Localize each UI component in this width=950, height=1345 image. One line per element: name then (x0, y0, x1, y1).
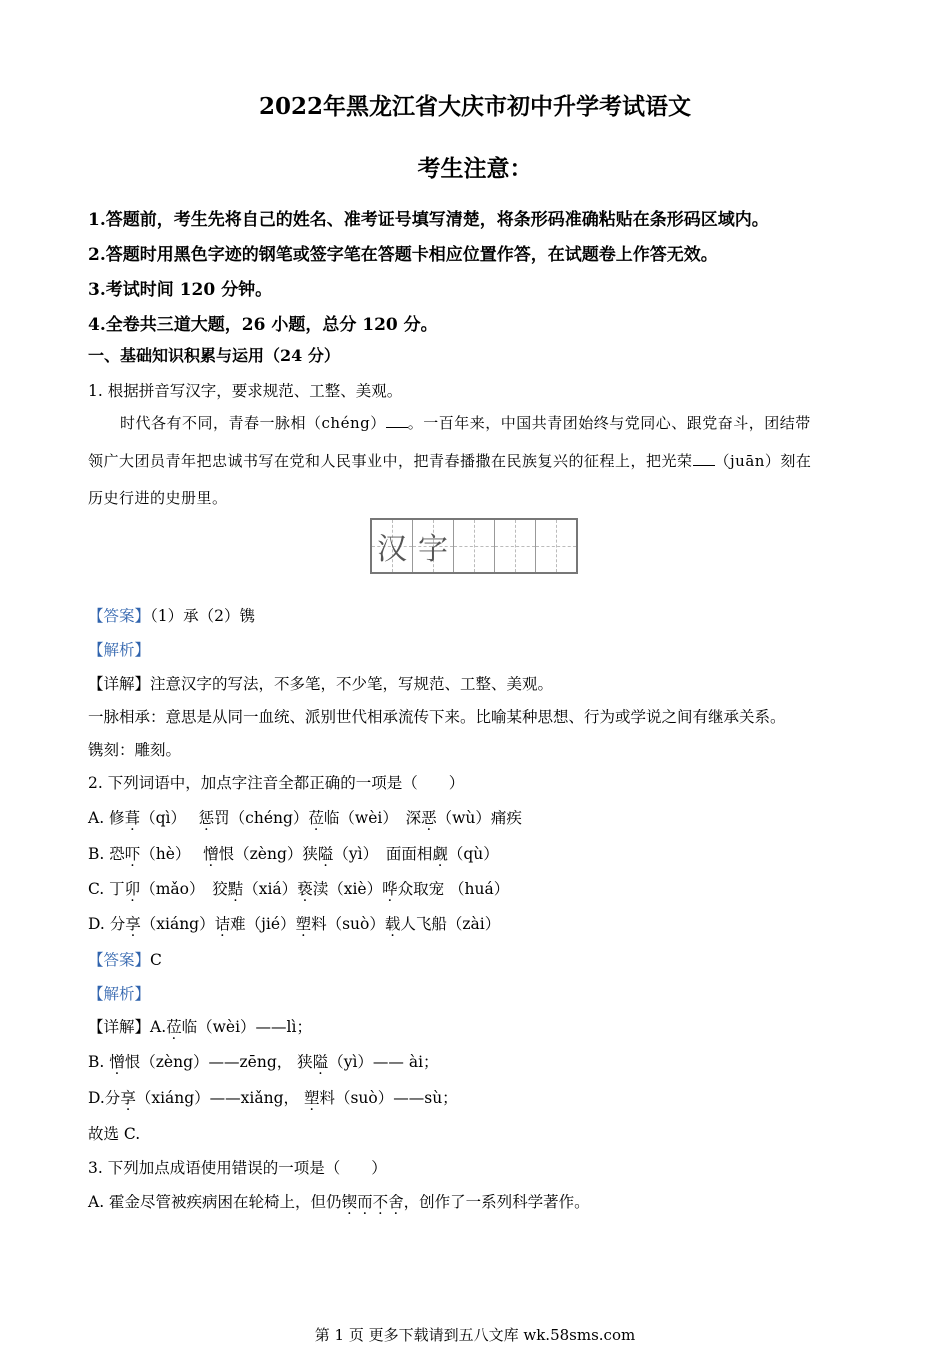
passage-line-1: 时代各有不同，青春一脉相（chéng） 。一百年来，中国共青团始终与党同心、跟党奋斗，团结带 (120, 414, 811, 432)
grid-cell: 汉 (372, 520, 413, 572)
q1-analysis-tag: 【解析】 (88, 641, 151, 659)
q2-detail-a: 【详解】A.莅临（wèi）——lì； (88, 1018, 312, 1036)
answer-tag: 【答案】 (88, 607, 151, 625)
answer-blank-2 (693, 451, 715, 466)
notice-4: 4.全卷共三道大题，26 小题，总分 120 分。 (88, 315, 438, 335)
q2-option-d: D. 分享（xiáng）诘难（jié）塑料（suò）载人飞船（zài） (88, 915, 501, 933)
notice-heading: 考生注意： (417, 155, 533, 182)
grid-cell (495, 520, 536, 572)
page-footer: 第 1 页 更多下载请到五八文库 wk.58sms.com (314, 1326, 636, 1344)
q1-detail: 【详解】注意汉字的写法，不多笔，不少笔，写规范、工整、美观。 (88, 675, 554, 693)
answer-tag: 【答案】 (88, 951, 151, 969)
notice-1: 1.答题前，考生先将自己的姓名、准考证号填写清楚，将条形码准确粘贴在条形码区域内。 (88, 210, 769, 230)
grid-cell (536, 520, 576, 572)
q2-option-c: C. 丁卯（mǎo） 狡黠（xiá）亵渎（xiè）哗众取宠 （huá） (88, 880, 510, 898)
passage-line-3: 历史行进的史册里。 (88, 489, 228, 507)
question-2-stem: 2. 下列词语中，加点字注音全都正确的一项是（ ） (88, 774, 465, 792)
q1-explanation-1: 一脉相承：意思是从同一血统、派别世代相承流传下来。比喻某种思想、行为或学说之间有继承关系。 (88, 708, 786, 726)
answer-blank-1 (386, 413, 408, 428)
q2-option-a: A. 修葺（qì） 惩罚（chéng）莅临（wèi） 深恶（wù）痛疾 (88, 809, 522, 827)
q1-explanation-2: 镌刻：雕刻。 (88, 741, 182, 759)
passage-line-2: 领广大团员青年把忠诚书写在党和人民事业中，把青春播撒在民族复兴的征程上，把光荣 （juān）刻在 (88, 452, 812, 470)
notice-3: 3.考试时间 120 分钟。 (88, 280, 273, 300)
q2-detail-b: B. 憎恨（zèng）——zēng， 狭隘（yì）—— ài； (88, 1053, 439, 1071)
q2-answer: 【答案】C (88, 951, 162, 969)
question-1-stem: 1. 根据拼音写汉字，要求规范、工整、美观。 (88, 382, 403, 400)
writing-grid (370, 518, 578, 574)
q2-analysis-tag: 【解析】 (88, 985, 151, 1003)
question-3-stem: 3. 下列加点成语使用错误的一项是（ ） (88, 1159, 387, 1177)
q1-answer: 【答案】（1）承（2）镌 (88, 607, 255, 625)
q2-option-b: B. 恐吓（hè） 憎恨（zèng）狭隘（yì） 面面相觑（qù） (88, 845, 499, 863)
grid-cell (454, 520, 495, 572)
page-title: 2022年黑龙江省大庆市初中升学考试语文 (258, 93, 691, 120)
section-heading: 一、基础知识积累与运用（24 分） (88, 346, 340, 365)
q2-detail-d: D.分享（xiáng）——xiǎng， 塑料（suò）——sù； (88, 1089, 458, 1107)
notice-2: 2.答题时用黑色字迹的钢笔或签字笔在答题卡相应位置作答，在试题卷上作答无效。 (88, 245, 718, 265)
grid-cell: 字 (413, 520, 454, 572)
q3-option-a: A. 霍金尽管被疾病困在轮椅上，但仍锲而不舍，创作了一系列科学著作。 (88, 1193, 590, 1211)
q2-conclusion: 故选 C. (88, 1125, 141, 1143)
